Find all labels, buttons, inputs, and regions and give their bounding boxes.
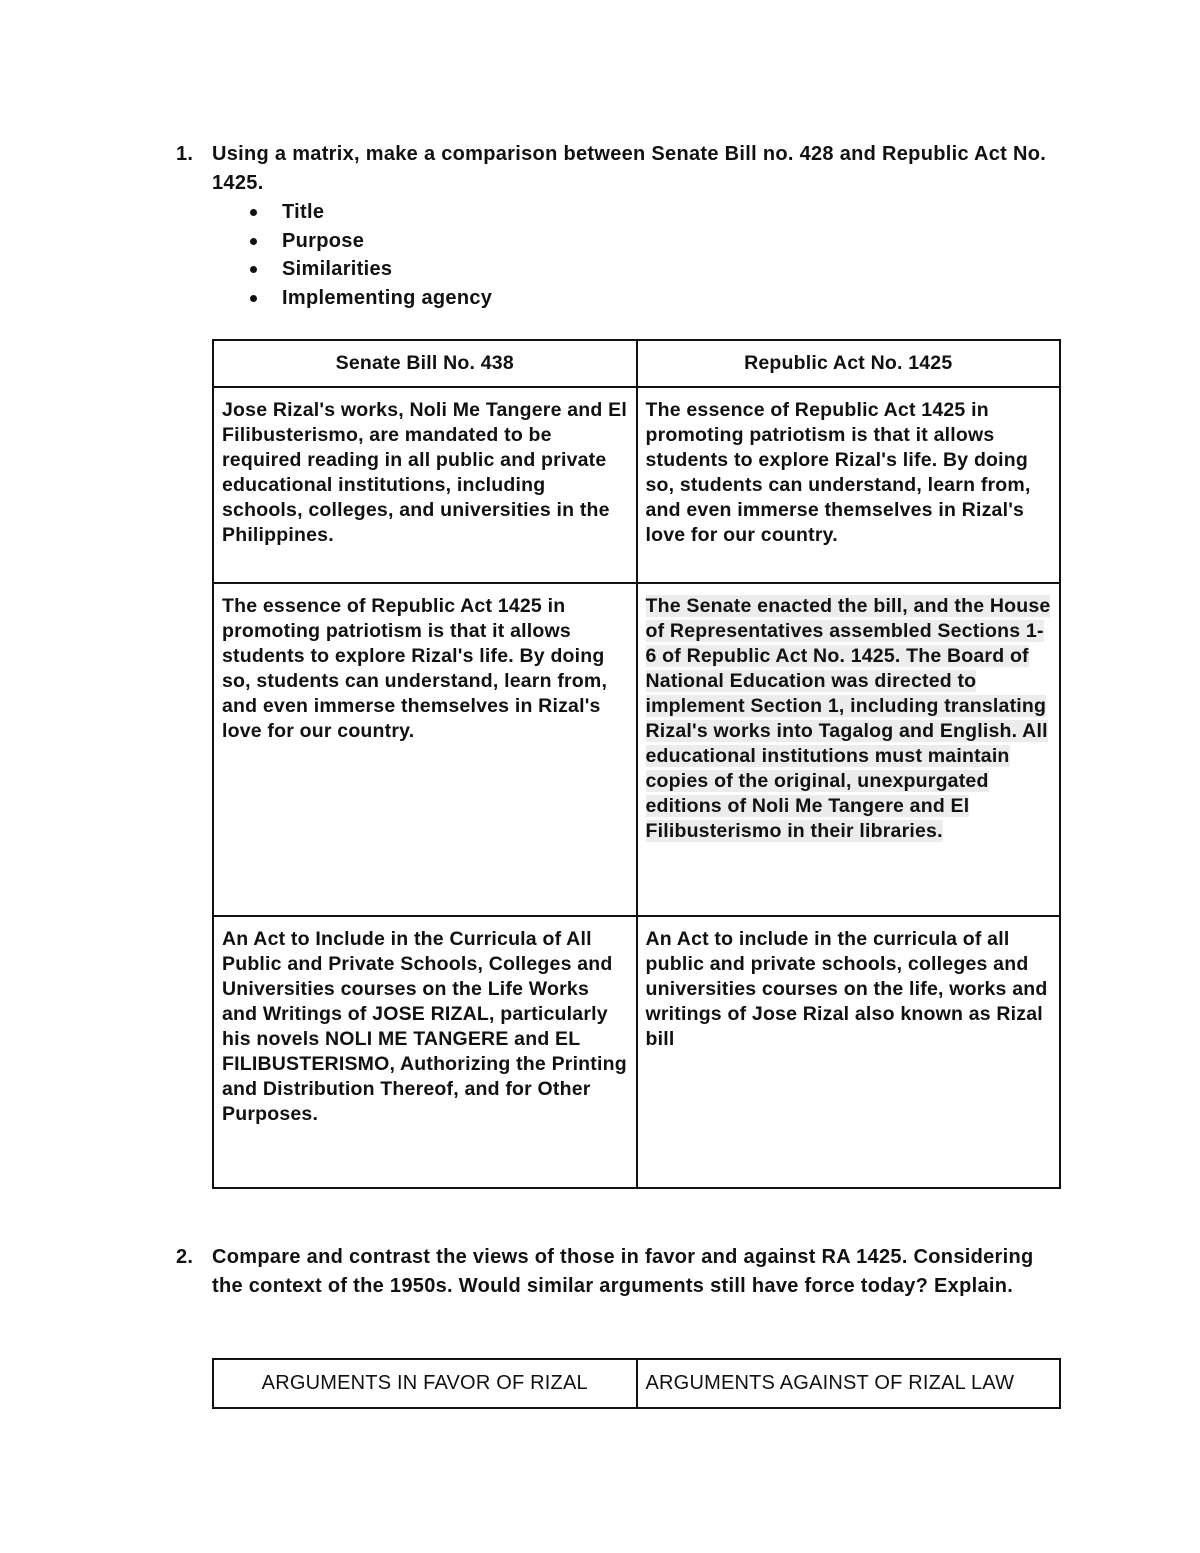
question-1-number: 1.: [176, 143, 194, 165]
header-arguments-against: ARGUMENTS AGAINST OF RIZAL LAW: [637, 1359, 1061, 1408]
table-cell: The essence of Republic Act 1425 in promoting patriotism is that it allows students to explore Rizal's life. By doing so, students can understand, learn from, and even immerse themselves in Rizal's love for our country.: [637, 387, 1061, 583]
question-1-text: Using a matrix, make a comparison between Senate Bill no. 428 and Republic Act No. 1425.: [212, 143, 1047, 194]
question-2: [176, 1243, 1056, 1301]
question-2-number: 2.: [176, 1246, 194, 1268]
bullet-icon: [250, 238, 257, 245]
header-republic-act: Republic Act No. 1425: [637, 340, 1061, 387]
table-header-row: [213, 1359, 1060, 1408]
header-arguments-in-favor: ARGUMENTS IN FAVOR OF RIZAL: [213, 1359, 637, 1408]
arguments-matrix: [212, 1358, 1061, 1409]
question-2-text: Compare and contrast the views of those in favor and against RA 1425. Considering the context of the 1950s. Would similar arguments still have force today? Explain.: [212, 1246, 1034, 1297]
bullet-item-similarities: Similarities: [248, 255, 1056, 284]
table-cell: Jose Rizal's works, Noli Me Tangere and El Filibusterismo, are mandated to be required reading in all public and private educational institutions, including schools, colleges, and universities in the Philippines.: [213, 387, 637, 583]
table-cell: An Act to include in the curricula of all public and private schools, colleges and universities courses on the life, works and writings of Jose Rizal also known as Rizal bill: [637, 916, 1061, 1188]
table-row: [213, 583, 1060, 916]
bullet-item-title: Title: [248, 198, 1056, 227]
bullet-icon: [250, 209, 257, 216]
table-row: [213, 916, 1060, 1188]
table-row: [213, 387, 1060, 583]
table-header-row: [213, 340, 1060, 387]
bullet-icon: [250, 295, 257, 302]
comparison-matrix: [212, 339, 1061, 1189]
bullet-item-implementing-agency: Implementing agency: [248, 284, 1056, 313]
bullet-icon: [250, 266, 257, 273]
table-cell: An Act to Include in the Curricula of All Public and Private Schools, Colleges and Universities courses on the Life Works and Writings of JOSE RIZAL, particularly his novels NOLI ME TANGERE and EL FILIBUSTERISMO, Authorizing the Printing and Distribution Thereof, and for Other Purposes.: [213, 916, 637, 1188]
question-1-bullet-list: [248, 198, 1056, 312]
header-senate-bill: Senate Bill No. 438: [213, 340, 637, 387]
table-cell-highlighted: The Senate enacted the bill, and the House of Representatives assembled Sections 1-6 of Republic Act No. 1425. The Board of National Education was directed to implement Section 1, including translating Rizal's works into Tagalog and English. All educational institutions must maintain copies of the original, unexpurgated editions of Noli Me Tangere and El Filibusterismo in their libraries.: [637, 583, 1061, 916]
table-cell: The essence of Republic Act 1425 in promoting patriotism is that it allows students to explore Rizal's life. By doing so, students can understand, learn from, and even immerse themselves in Rizal's love for our country.: [213, 583, 637, 916]
question-1: [176, 140, 1056, 312]
bullet-item-purpose: Purpose: [248, 227, 1056, 256]
